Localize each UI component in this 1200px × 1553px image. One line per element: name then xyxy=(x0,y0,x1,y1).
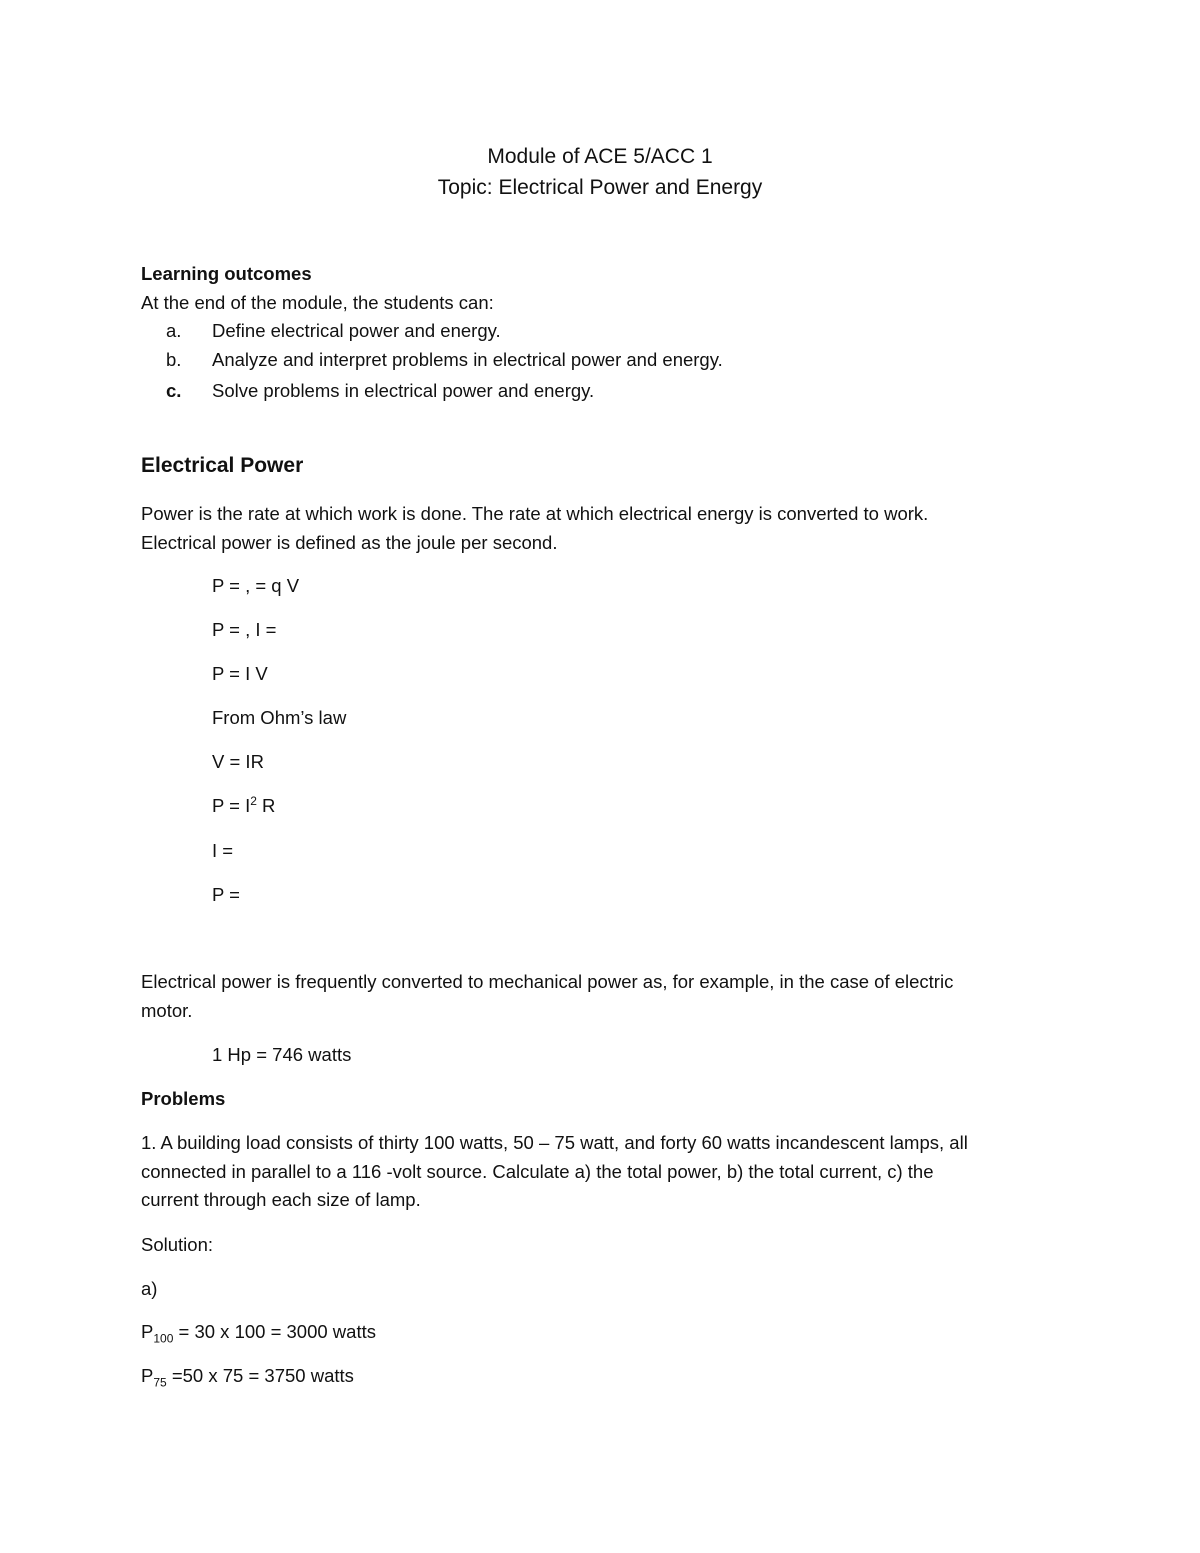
outcomes-intro: At the end of the module, the students can: xyxy=(141,292,494,313)
list-item: Define electrical power and energy. xyxy=(212,320,501,341)
paragraph-line: motor. xyxy=(141,1000,193,1021)
problem-text-line: connected in parallel to a 116 -volt source. Calculate a) the total power, b) the total current, c) the xyxy=(141,1161,934,1182)
list-marker: c. xyxy=(166,380,182,401)
problem-text-line: current through each size of lamp. xyxy=(141,1189,421,1210)
formula-current: I = xyxy=(212,840,234,861)
solution-label: Solution: xyxy=(141,1234,213,1255)
problems-heading: Problems xyxy=(141,1088,226,1109)
problem-text-line: 1. A building load consists of thirty 100 watts, 50 – 75 watt, and forty 60 watts incandescent lamps, all xyxy=(141,1132,968,1153)
horsepower-conversion: 1 Hp = 746 watts xyxy=(212,1044,352,1065)
formula-power-charge: P = , = q V xyxy=(212,575,300,596)
formula-power-current: P = , I = xyxy=(212,619,277,640)
document-title: Module of ACE 5/ACC 1 xyxy=(487,145,713,168)
formula-ohms-law: V = IR xyxy=(212,751,264,772)
outcomes-heading: Learning outcomes xyxy=(141,263,312,284)
list-item: Solve problems in electrical power and energy. xyxy=(212,380,595,401)
solution-step-p100: $P_{100} = 30$ x 100 = 3000 watts xyxy=(141,1321,376,1346)
solution-part-a: a) xyxy=(141,1278,158,1299)
document-topic: Topic: Electrical Power and Energy xyxy=(437,176,763,199)
list-item: Analyze and interpret problems in electrical power and energy. xyxy=(212,349,723,370)
solution-step-p75: $P_{75} =50$ x 75 = 3750 watts xyxy=(141,1365,354,1390)
list-marker: b. xyxy=(166,349,182,370)
formula-power-iv: P = I V xyxy=(212,663,268,684)
formula-power-v2r: P = xyxy=(212,884,240,905)
paragraph-line: Power is the rate at which work is done. The rate at which electrical energy is converted to work. xyxy=(141,503,929,524)
list-marker: a. xyxy=(166,320,182,341)
paragraph-line: Electrical power is defined as the joule per second. xyxy=(141,532,558,553)
ohms-law-label: From Ohm’s law xyxy=(212,707,347,728)
paragraph-line: Electrical power is frequently converted to mechanical power as, for example, in the case of electric xyxy=(141,971,954,992)
formula-power-i2r: $P = I^2$ R xyxy=(212,793,276,816)
section-heading: Electrical Power xyxy=(141,454,304,477)
